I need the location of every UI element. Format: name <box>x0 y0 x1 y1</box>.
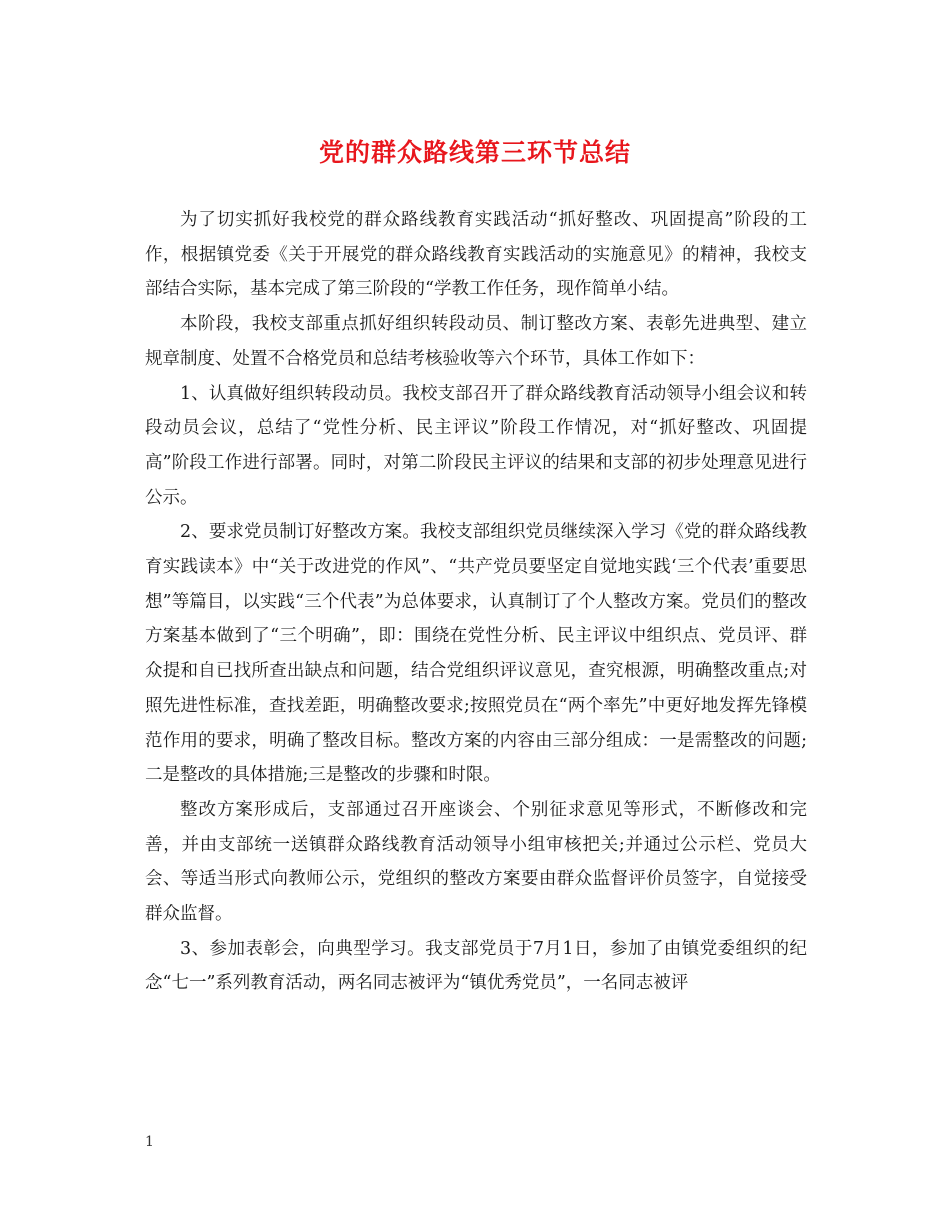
paragraph-intro: 为了切实抓好我校党的群众路线教育实践活动“抓好整改、巩固提高”阶段的工作，根据镇党委《关于开展党的群众路线教育实践活动的实施意见》的精神，我校支部结合实际，基本完成了第三阶段的“学教工作任务，现作简单小结。 <box>145 210 807 300</box>
page-number: 1 <box>145 1134 154 1150</box>
paragraph-item-3: 3、参加表彰会，向典型学习。我支部党员于7月1日，参加了由镇党委组织的纪念“七一”系列教育活动，两名同志被评为“镇优秀党员”，一名同志被评 <box>145 938 807 994</box>
paragraph-overview: 本阶段，我校支部重点抓好组织转段动员、制订整改方案、表彰先进典型、建立规章制度、处置不合格党员和总结考核验收等六个环节，具体工作如下： <box>145 314 807 369</box>
paragraph-item-1: 1、认真做好组织转段动员。我校支部召开了群众路线教育活动领导小组会议和转段动员会议，总结了“党性分析、民主评议”阶段工作情况，对“抓好整改、巩固提高”阶段工作进行部署。同时，对第二阶段民主评议的结果和支部的初步处理意见进行公示。 <box>145 383 807 508</box>
document-title: 党的群众路线第三环节总结 <box>318 138 631 167</box>
document-body <box>145 203 807 1001</box>
paragraph-item-2-followup: 整改方案形成后，支部通过召开座谈会、个别征求意见等形式，不断修改和完善，并由支部统一送镇群众路线教育活动领导小组审核把关;并通过公示栏、党员大会、等适当形式向教师公示，党组织的整改方案要由群众监督评价员签字，自觉接受群众监督。 <box>145 799 807 925</box>
paragraph-item-2: 2、要求党员制订好整改方案。我校支部组织党员继续深入学习《党的群众路线教育实践读本》中“关于改进党的作风”、“共产党员要坚定自觉地实践‘三个代表’重要思想”等篇目，以实践“三个代表”为总体要求，认真制订了个人整改方案。党员们的整改方案基本做到了“三个明确”，即：围绕在党性分析、民主评议中组织点、党员评、群众提和自已找所查出缺点和问题，结合党组织评议意见，查究根源，明确整改重点;对照先进性标准，查找差距，明确整改要求;按照党员在“两个率先”中更好地发挥先锋模范作用的要求，明确了整改目标。整改方案的内容由三部分组成：一是需整改的问题;二是整改的具体措施;三是整改的步骤和时限。 <box>145 522 807 786</box>
